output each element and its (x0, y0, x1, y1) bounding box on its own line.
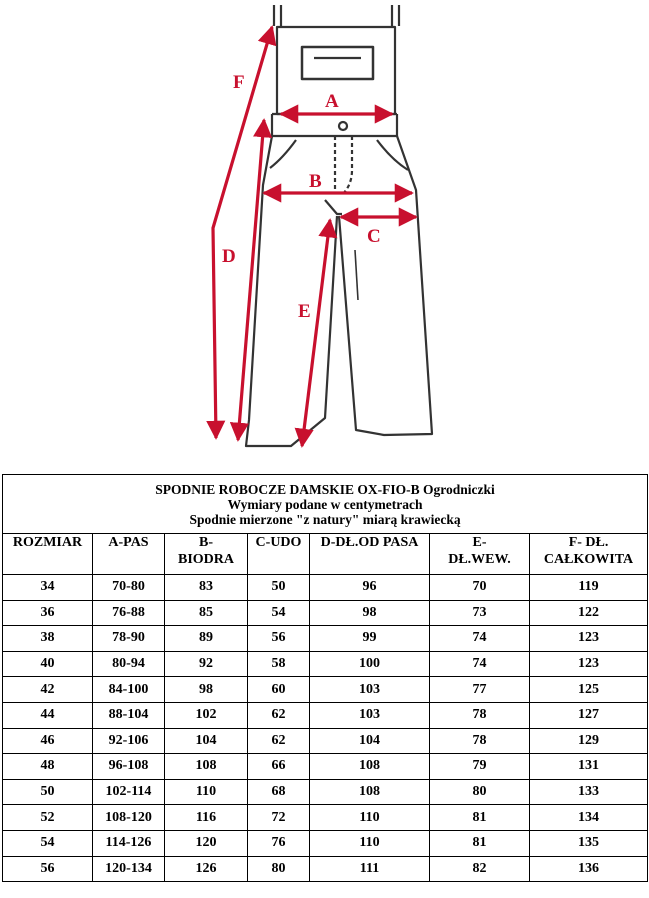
table-cell: 123 (530, 626, 648, 652)
label-c: C (367, 226, 381, 247)
table-cell: 126 (165, 856, 248, 882)
table-cell: 92 (165, 651, 248, 677)
table-cell: 66 (248, 754, 310, 780)
table-cell: 78-90 (93, 626, 165, 652)
table-row (3, 830, 648, 856)
table-cell: 136 (530, 856, 648, 882)
table-cell: 36 (3, 600, 93, 626)
table-cell: 74 (430, 626, 530, 652)
header-c-thigh: C-UDO (248, 534, 310, 575)
table-cell: 62 (248, 702, 310, 728)
table-cell: 76-88 (93, 600, 165, 626)
table-cell: 79 (430, 754, 530, 780)
table-cell: 100 (310, 651, 430, 677)
table-cell: 102-114 (93, 779, 165, 805)
table-cell: 72 (248, 805, 310, 831)
table-cell: 85 (165, 600, 248, 626)
table-cell: 80 (430, 779, 530, 805)
table-cell: 108-120 (93, 805, 165, 831)
table-cell: 110 (310, 805, 430, 831)
table-cell: 34 (3, 575, 93, 601)
header-size: ROZMIAR (3, 534, 93, 575)
header-d-length-from-waist: D-DŁ.OD PASA (310, 534, 430, 575)
label-f: F (233, 72, 245, 93)
table-cell: 134 (530, 805, 648, 831)
table-cell: 44 (3, 702, 93, 728)
table-cell: 70 (430, 575, 530, 601)
table-cell: 103 (310, 677, 430, 703)
table-row (3, 856, 648, 882)
table-cell: 108 (310, 754, 430, 780)
title-line: SPODNIE ROBOCZE DAMSKIE OX-FIO-B Ogrodniczki (155, 481, 495, 497)
table-cell: 129 (530, 728, 648, 754)
table-cell: 104 (165, 728, 248, 754)
table-row (3, 575, 648, 601)
table-cell: 111 (310, 856, 430, 882)
table-cell: 56 (248, 626, 310, 652)
header-e-inseam: E- DŁ.WEW. (430, 534, 530, 575)
table-row (3, 702, 648, 728)
table-cell: 70-80 (93, 575, 165, 601)
table-row (3, 677, 648, 703)
table-row (3, 754, 648, 780)
table-cell: 73 (430, 600, 530, 626)
table-cell: 114-126 (93, 830, 165, 856)
table-cell: 83 (165, 575, 248, 601)
table-cell: 108 (165, 754, 248, 780)
table-cell: 135 (530, 830, 648, 856)
table-cell: 58 (248, 651, 310, 677)
table-cell: 78 (430, 702, 530, 728)
label-d: D (222, 246, 236, 267)
table-cell: 96-108 (93, 754, 165, 780)
table-cell: 102 (165, 702, 248, 728)
table-cell: 96 (310, 575, 430, 601)
title-line: Wymiary podane w centymetrach (227, 496, 423, 512)
table-cell: 98 (165, 677, 248, 703)
table-cell: 92-106 (93, 728, 165, 754)
table-cell: 54 (248, 600, 310, 626)
table-cell: 125 (530, 677, 648, 703)
table-cell: 38 (3, 626, 93, 652)
table-cell: 110 (310, 830, 430, 856)
table-row (3, 600, 648, 626)
header-b-hips: B- BIODRA (165, 534, 248, 575)
header-row (3, 534, 648, 575)
table-cell: 80-94 (93, 651, 165, 677)
table-cell: 52 (3, 805, 93, 831)
table-cell: 50 (3, 779, 93, 805)
table-cell: 81 (430, 830, 530, 856)
table-row (3, 651, 648, 677)
table-cell: 116 (165, 805, 248, 831)
table-row (3, 728, 648, 754)
table-cell: 84-100 (93, 677, 165, 703)
table-cell: 46 (3, 728, 93, 754)
title-line: Spodnie mierzone "z natury" miarą krawiecką (189, 511, 461, 527)
table-cell: 98 (310, 600, 430, 626)
table-cell: 56 (3, 856, 93, 882)
table-row (3, 626, 648, 652)
table-cell: 60 (248, 677, 310, 703)
table-title (3, 475, 648, 534)
header-a-waist: A-PAS (93, 534, 165, 575)
table-cell: 82 (430, 856, 530, 882)
table-cell: 78 (430, 728, 530, 754)
table-cell: 110 (165, 779, 248, 805)
table-cell: 131 (530, 754, 648, 780)
table-cell: 68 (248, 779, 310, 805)
table-cell: 77 (430, 677, 530, 703)
table-cell: 50 (248, 575, 310, 601)
table-cell: 108 (310, 779, 430, 805)
table-cell: 99 (310, 626, 430, 652)
size-table (2, 474, 648, 882)
label-a: A (325, 91, 339, 112)
header-f-total-length: F- DŁ. CAŁKOWITA (530, 534, 648, 575)
table-cell: 104 (310, 728, 430, 754)
table-cell: 120-134 (93, 856, 165, 882)
table-cell: 89 (165, 626, 248, 652)
table-cell: 81 (430, 805, 530, 831)
table-cell: 120 (165, 830, 248, 856)
table-cell: 74 (430, 651, 530, 677)
table-cell: 119 (530, 575, 648, 601)
table-cell: 123 (530, 651, 648, 677)
table-cell: 76 (248, 830, 310, 856)
table-cell: 48 (3, 754, 93, 780)
table-row (3, 779, 648, 805)
table-cell: 122 (530, 600, 648, 626)
table-cell: 133 (530, 779, 648, 805)
table-cell: 40 (3, 651, 93, 677)
table-row (3, 805, 648, 831)
table-cell: 42 (3, 677, 93, 703)
label-b: B (309, 171, 322, 192)
label-e: E (298, 301, 311, 322)
table-cell: 80 (248, 856, 310, 882)
table-cell: 88-104 (93, 702, 165, 728)
table-cell: 103 (310, 702, 430, 728)
table-cell: 127 (530, 702, 648, 728)
table-cell: 62 (248, 728, 310, 754)
overalls-outline (246, 5, 432, 446)
table-cell: 54 (3, 830, 93, 856)
